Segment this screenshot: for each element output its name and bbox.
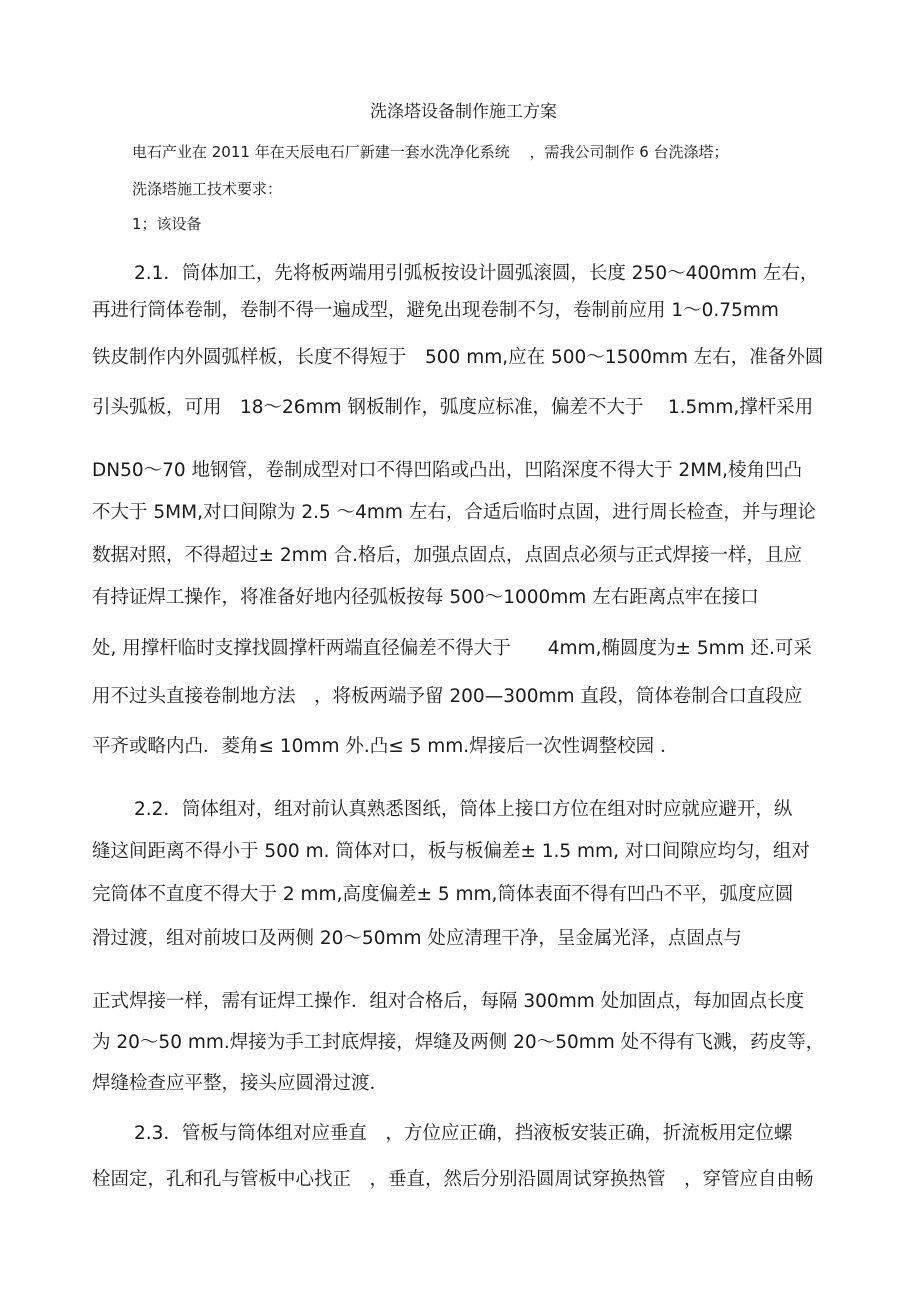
section-2-1-line: 平齐或略内凸．菱角≤ 10mm 外.凸≤ 5 mm.焊接后一次性调整校园 ． xyxy=(92,736,679,757)
section-2-1-line: 有持证焊工操作，将准备好地内径弧板按每 500～1000mm 左右距离点牢在接口 xyxy=(92,587,759,608)
section-2-2-line: 滑过渡，组对前坡口及两侧 20～50mm 处应清理干净，呈金属光泽，点固点与 xyxy=(92,928,742,949)
section-2-2-line: 2.2．筒体组对，组对前认真熟悉图纸，筒体上接口方位在组对时应就应避开，纵 xyxy=(134,799,793,820)
intro-line: 洗涤塔施工技术要求： xyxy=(132,180,283,198)
section-2-1-line: 用不过头直接卷制地方法 ，将板两端予留 200—300mm 直段，筒体卷制合口直段应 xyxy=(92,686,803,707)
intro-line: 电石产业在 2011 年在天辰电石厂新建一套水洗净化系统 ，需我公司制作 6 台洗涤塔； xyxy=(132,143,729,161)
section-2-2-line: 为 20～50 mm.焊接为手工封底焊接，焊缝及两侧 20～50mm 处不得有飞溅，药皮等， xyxy=(92,1032,825,1053)
section-2-1-line: 数据对照，不得超过± 2mm 合.格后，加强点固点，点固点必须与正式焊接一样，且应 xyxy=(92,545,802,566)
section-2-1-line: 铁皮制作内外圆弧样板，长度不得短于 500 mm,应在 500～1500mm 左右，准备外圆 xyxy=(92,347,824,368)
section-2-1-line: DN50～70 地钢管，卷制成型对口不得凹陷或凸出，凹陷深度不得大于 2MM,棱角凹凸 xyxy=(92,460,803,481)
intro-line: 1；该设备 xyxy=(132,215,202,233)
section-2-2-line: 完筒体不直度不得大于 2 mm,高度偏差± 5 mm,筒体表面不得有凹凸不平，弧度应圆 xyxy=(92,884,794,905)
section-2-1-line: 引头弧板，可用 18～26mm 钢板制作，弧度应标准，偏差不大于 1.5mm,撑杆采用 xyxy=(92,397,814,418)
section-2-2-line: 正式焊接一样，需有证焊工操作．组对合格后，每隔 300mm 处加固点，每加固点长度 xyxy=(92,991,805,1012)
section-2-2-line: 缝这间距离不得小于 500 m. 筒体对口，板与板偏差± 1.5 mm, 对口间隙应均匀，组对 xyxy=(92,841,810,862)
section-2-1-line: 2.1．筒体加工，先将板两端用引弧板按设计圆弧滚圆，长度 250～400mm 左右， xyxy=(134,263,819,284)
section-2-2-line: 焊缝检查应平整，接头应圆滑过渡． xyxy=(92,1073,389,1094)
section-2-1-line: 再进行筒体卷制，卷制不得一遍成型，避免出现卷制不匀，卷制前应用 1～0.75mm xyxy=(92,300,779,321)
section-2-3-line: 2.3．管板与筒体组对应垂直 ，方位应正确，挡液板安装正确，折流板用定位螺 xyxy=(134,1123,793,1144)
section-2-1-line: 不大于 5MM,对口间隙为 2.5 ～4mm 左右，合适后临时点固，进行周长检查，并与理论 xyxy=(92,502,816,523)
doc-title: 洗涤塔设备制作施工方案 xyxy=(370,102,557,122)
section-2-1-line: 处, 用撑杆临时支撑找圆撑杆两端直径偏差不得大于 4mm,椭圆度为± 5mm 还.可采 xyxy=(92,638,812,659)
section-2-3-line: 栓固定，孔和孔与管板中心找正 ，垂直，然后分别沿圆周试穿换热管 ，穿管应自由畅 xyxy=(92,1169,814,1190)
